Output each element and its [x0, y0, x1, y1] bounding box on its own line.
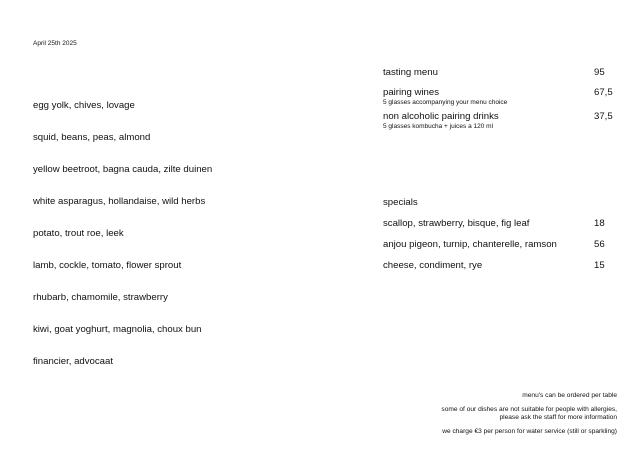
- course-item: lamb, cockle, tomato, flower sprout: [33, 260, 182, 271]
- note-text: menu's can be ordered per table: [522, 392, 617, 399]
- menu-option-non-alcoholic: [383, 111, 615, 135]
- menu-option-tasting: [383, 67, 615, 87]
- special-item-price: 18: [594, 218, 605, 229]
- special-item: [383, 239, 615, 260]
- note-text: we charge €3 per person for water service (still or sparkling): [442, 428, 617, 435]
- course-item: yellow beetroot, bagna cauda, zilte duinen: [33, 164, 213, 175]
- course-list: [33, 99, 212, 387]
- menu-date: April 25th 2025: [33, 40, 77, 47]
- course-item: kiwi, goat yoghurt, magnolia, choux bun: [33, 324, 202, 335]
- specials-section: [383, 197, 615, 281]
- course-item: financier, advocaat: [33, 356, 114, 367]
- menu-option-description: 5 glasses kombucha + juices a 120 ml: [383, 123, 494, 130]
- course-item: white asparagus, hollandaise, wild herbs: [33, 196, 206, 207]
- note-ordering: [441, 392, 617, 400]
- footer-notes: [441, 392, 617, 442]
- menu-option-description: 5 glasses accompanying your menu choice: [383, 99, 508, 106]
- menu-option-label: tasting menu: [383, 67, 438, 78]
- menu-price-list: [383, 67, 615, 135]
- specials-heading: specials: [383, 197, 418, 208]
- course-item: potato, trout roe, leek: [33, 228, 124, 239]
- special-item-price: 15: [594, 260, 605, 271]
- course-item: egg yolk, chives, lovage: [33, 100, 135, 111]
- menu-option-label: non alcoholic pairing drinks: [383, 111, 499, 122]
- menu-option-price: 67,5: [594, 87, 613, 98]
- note-allergies: [441, 406, 617, 422]
- course-item: squid, beans, peas, almond: [33, 132, 151, 143]
- note-text: please ask the staff for more information: [499, 414, 617, 421]
- menu-option-label: pairing wines: [383, 87, 439, 98]
- course-item: rhubarb, chamomile, strawberry: [33, 292, 168, 303]
- menu-option-pairing-wines: [383, 87, 615, 111]
- special-item-label: cheese, condiment, rye: [383, 260, 483, 271]
- menu-option-price: 37,5: [594, 111, 613, 122]
- special-item: [383, 218, 615, 239]
- special-item: [383, 260, 615, 281]
- note-water-service: [441, 428, 617, 436]
- special-item-label: scallop, strawberry, bisque, fig leaf: [383, 218, 530, 229]
- special-item-label: anjou pigeon, turnip, chanterelle, ramson: [383, 239, 557, 250]
- special-item-price: 56: [594, 239, 605, 250]
- menu-option-price: 95: [594, 67, 605, 78]
- note-text: some of our dishes are not suitable for people with allergies,: [441, 406, 617, 413]
